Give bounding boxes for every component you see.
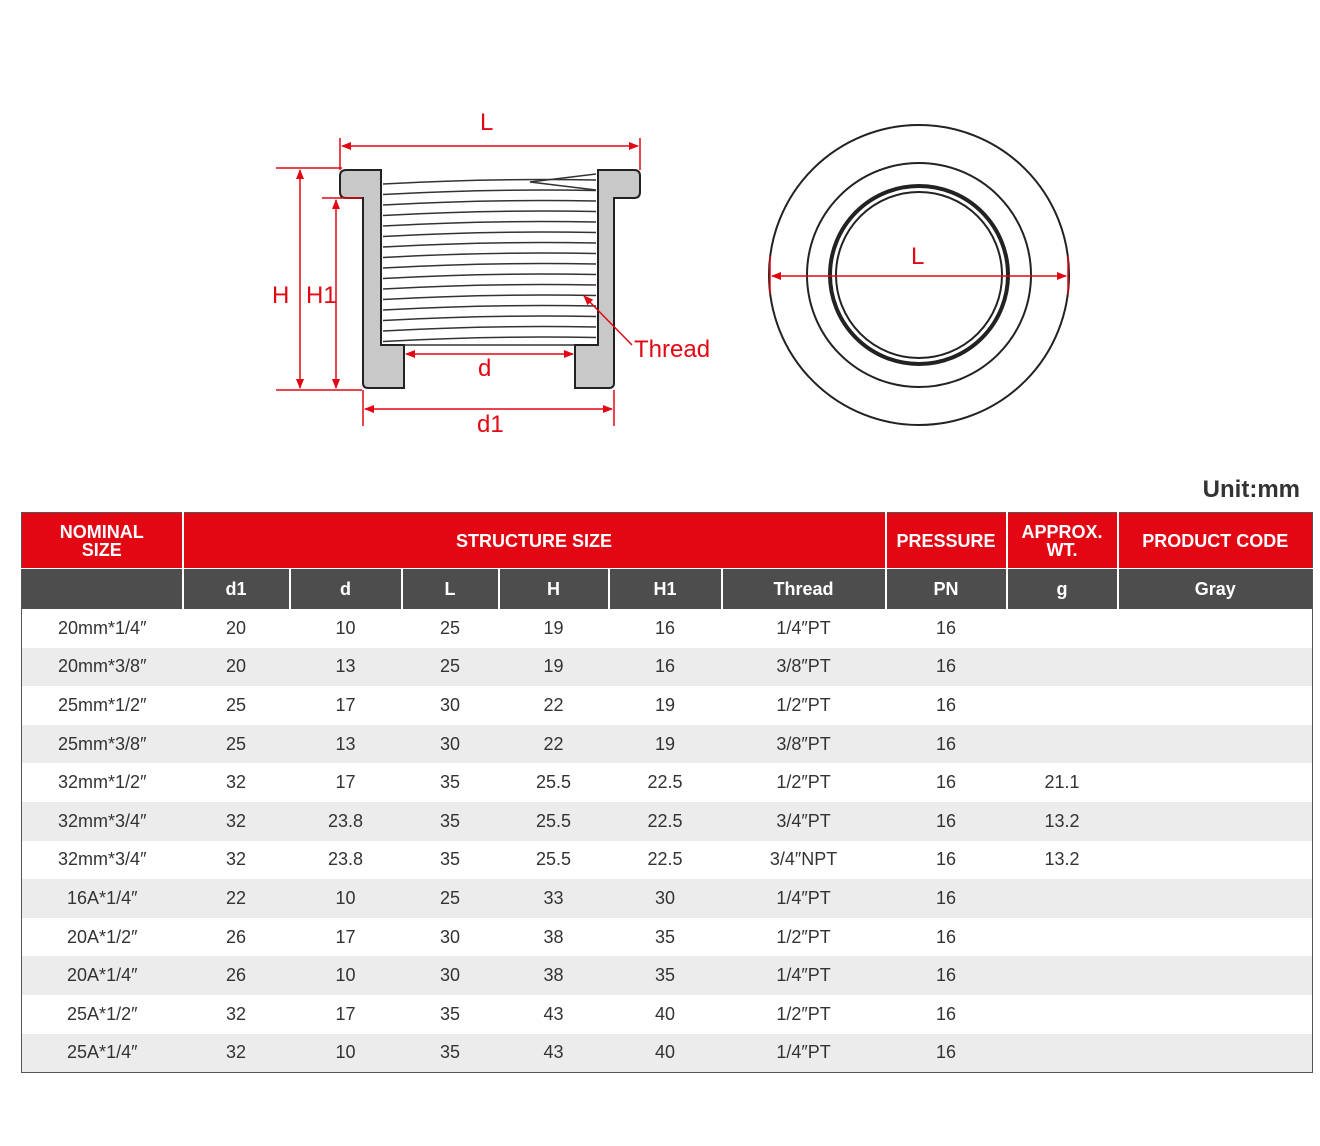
cell-product-code: [1118, 609, 1313, 648]
label-thread: Thread: [634, 336, 711, 363]
cell-pn: 16: [886, 918, 1007, 957]
thread-line: [383, 201, 596, 206]
cell-d1: 20: [183, 609, 290, 648]
cell-thread: 3/8″PT: [722, 725, 886, 764]
table-row: [22, 725, 1313, 764]
cell-H: 38: [499, 918, 609, 957]
cell-weight: [1007, 686, 1118, 725]
cell-thread: 1/4″PT: [722, 1034, 886, 1073]
thread-line: [383, 211, 596, 216]
table-row: [22, 648, 1313, 687]
cell-weight: [1007, 918, 1118, 957]
cell-weight: 13.2: [1007, 802, 1118, 841]
cell-H: 19: [499, 609, 609, 648]
cell-H: 38: [499, 956, 609, 995]
cell-H: 25.5: [499, 841, 609, 880]
cell-L: 35: [402, 841, 499, 880]
header-approx-wt: APPROX. WT.: [1007, 513, 1118, 569]
cell-H1: 30: [609, 879, 722, 918]
thread-line: [383, 264, 596, 269]
cell-product-code: [1118, 918, 1313, 957]
cell-H1: 22.5: [609, 802, 722, 841]
cell-H: 25.5: [499, 802, 609, 841]
cell-H: 33: [499, 879, 609, 918]
table-row: [22, 609, 1313, 648]
cell-nominal-size: 16A*1/4″: [22, 879, 183, 918]
cell-thread: 1/4″PT: [722, 956, 886, 995]
cell-nominal-size: 32mm*3/4″: [22, 841, 183, 880]
cell-nominal-size: 20mm*1/4″: [22, 609, 183, 648]
cell-d: 17: [290, 995, 402, 1034]
table-row: [22, 879, 1313, 918]
cell-weight: [1007, 956, 1118, 995]
cell-H1: 35: [609, 918, 722, 957]
cell-pn: 16: [886, 802, 1007, 841]
thread-line: [383, 337, 596, 342]
label-H: H: [272, 282, 290, 309]
sub-header-H1: H1: [609, 569, 722, 610]
cell-thread: 1/2″PT: [722, 918, 886, 957]
cell-H1: 16: [609, 609, 722, 648]
table-row: [22, 995, 1313, 1034]
spec-table-body: [22, 609, 1313, 1073]
thread-line: [383, 253, 596, 258]
cell-d: 23.8: [290, 802, 402, 841]
cell-pn: 16: [886, 879, 1007, 918]
cell-nominal-size: 25A*1/4″: [22, 1034, 183, 1073]
cell-d1: 26: [183, 956, 290, 995]
label-L-top: L: [480, 109, 494, 136]
cell-L: 30: [402, 956, 499, 995]
cell-pn: 16: [886, 686, 1007, 725]
cell-H1: 22.5: [609, 841, 722, 880]
cell-product-code: [1118, 648, 1313, 687]
thread-line: [383, 180, 596, 185]
cell-d1: 25: [183, 686, 290, 725]
cell-d1: 26: [183, 918, 290, 957]
cell-weight: [1007, 995, 1118, 1034]
cell-weight: [1007, 648, 1118, 687]
cell-nominal-size: 20mm*3/8″: [22, 648, 183, 687]
header-nominal-size: NOMINAL SIZE: [22, 513, 183, 569]
sub-header-pn: PN: [886, 569, 1007, 610]
cell-pn: 16: [886, 995, 1007, 1034]
cell-pn: 16: [886, 725, 1007, 764]
sub-header-row: [22, 569, 1313, 610]
cell-product-code: [1118, 802, 1313, 841]
cell-product-code: [1118, 686, 1313, 725]
header-product-code: PRODUCT CODE: [1118, 513, 1313, 569]
thread-line: [383, 316, 596, 321]
cell-L: 35: [402, 995, 499, 1034]
table-row: [22, 1034, 1313, 1073]
dimension-labels: [272, 109, 710, 438]
sub-header-H: H: [499, 569, 609, 610]
cell-L: 25: [402, 879, 499, 918]
cell-d: 13: [290, 648, 402, 687]
cell-d1: 32: [183, 763, 290, 802]
cell-H1: 22.5: [609, 763, 722, 802]
thread-line: [383, 190, 596, 195]
header-structure-size: STRUCTURE SIZE: [183, 513, 886, 569]
table-row: [22, 918, 1313, 957]
cell-H1: 40: [609, 995, 722, 1034]
cell-H: 43: [499, 995, 609, 1034]
thread-line: [383, 285, 596, 290]
cell-weight: 21.1: [1007, 763, 1118, 802]
sub-header-d: d: [290, 569, 402, 610]
label-L-circle: L: [911, 243, 925, 270]
cell-d1: 32: [183, 841, 290, 880]
cell-product-code: [1118, 725, 1313, 764]
cell-H1: 40: [609, 1034, 722, 1073]
cell-L: 25: [402, 609, 499, 648]
table-row: [22, 841, 1313, 880]
thread-lines: [383, 174, 596, 342]
cell-nominal-size: 25A*1/2″: [22, 995, 183, 1034]
table-row: [22, 956, 1313, 995]
top-view: [769, 125, 1069, 425]
cell-d: 17: [290, 763, 402, 802]
cell-d1: 25: [183, 725, 290, 764]
cell-nominal-size: 25mm*1/2″: [22, 686, 183, 725]
cell-thread: 1/2″PT: [722, 763, 886, 802]
thread-line: [383, 222, 596, 227]
cell-thread: 1/2″PT: [722, 995, 886, 1034]
cell-weight: [1007, 1034, 1118, 1073]
cell-d: 23.8: [290, 841, 402, 880]
cell-d: 17: [290, 918, 402, 957]
label-H1: H1: [306, 282, 337, 309]
thread-tip: [530, 174, 596, 190]
cell-pn: 16: [886, 1034, 1007, 1073]
cell-d1: 32: [183, 995, 290, 1034]
cell-product-code: [1118, 763, 1313, 802]
spec-table: [21, 512, 1313, 1073]
cell-d: 10: [290, 1034, 402, 1073]
cell-pn: 16: [886, 956, 1007, 995]
cell-d1: 32: [183, 1034, 290, 1073]
cell-thread: 3/8″PT: [722, 648, 886, 687]
cell-thread: 1/2″PT: [722, 686, 886, 725]
cell-H1: 19: [609, 686, 722, 725]
thread-line: [383, 274, 596, 279]
cell-H: 22: [499, 686, 609, 725]
cell-L: 30: [402, 725, 499, 764]
cell-L: 35: [402, 1034, 499, 1073]
table-row: [22, 686, 1313, 725]
sub-header-gray: Gray: [1118, 569, 1313, 610]
thread-line: [383, 232, 596, 237]
cell-product-code: [1118, 956, 1313, 995]
cell-d: 10: [290, 879, 402, 918]
cell-H1: 16: [609, 648, 722, 687]
cell-d: 13: [290, 725, 402, 764]
group-header-row: [22, 513, 1313, 569]
cell-L: 35: [402, 763, 499, 802]
sub-header-d1: d1: [183, 569, 290, 610]
cell-weight: [1007, 725, 1118, 764]
cell-H: 43: [499, 1034, 609, 1073]
cell-product-code: [1118, 841, 1313, 880]
cell-pn: 16: [886, 841, 1007, 880]
cell-product-code: [1118, 879, 1313, 918]
cell-nominal-size: 32mm*1/2″: [22, 763, 183, 802]
label-d: d: [478, 355, 492, 382]
cell-d: 10: [290, 956, 402, 995]
technical-drawing: [0, 0, 1320, 470]
cell-weight: [1007, 609, 1118, 648]
cell-nominal-size: 20A*1/2″: [22, 918, 183, 957]
cell-L: 30: [402, 918, 499, 957]
cell-L: 25: [402, 648, 499, 687]
cell-weight: [1007, 879, 1118, 918]
cell-nominal-size: 25mm*3/8″: [22, 725, 183, 764]
cell-L: 30: [402, 686, 499, 725]
cell-pn: 16: [886, 609, 1007, 648]
cell-H1: 35: [609, 956, 722, 995]
unit-label: Unit:mm: [1202, 476, 1300, 503]
cell-H: 22: [499, 725, 609, 764]
cell-nominal-size: 20A*1/4″: [22, 956, 183, 995]
sub-header-g: g: [1007, 569, 1118, 610]
thread-line: [383, 243, 596, 248]
cell-d1: 20: [183, 648, 290, 687]
cell-pn: 16: [886, 763, 1007, 802]
cell-product-code: [1118, 995, 1313, 1034]
cell-d: 10: [290, 609, 402, 648]
table-row: [22, 763, 1313, 802]
thread-line: [383, 306, 596, 311]
table-row: [22, 802, 1313, 841]
cell-H: 25.5: [499, 763, 609, 802]
label-d1: d1: [477, 411, 504, 438]
cell-H: 19: [499, 648, 609, 687]
cell-d: 17: [290, 686, 402, 725]
cell-L: 35: [402, 802, 499, 841]
thread-line: [383, 295, 596, 300]
cell-thread: 1/4″PT: [722, 609, 886, 648]
cell-weight: 13.2: [1007, 841, 1118, 880]
thread-line: [383, 327, 596, 332]
cell-pn: 16: [886, 648, 1007, 687]
sub-header-L: L: [402, 569, 499, 610]
cell-thread: 3/4″PT: [722, 802, 886, 841]
cell-H1: 19: [609, 725, 722, 764]
sub-header-thread: Thread: [722, 569, 886, 610]
cell-d1: 22: [183, 879, 290, 918]
cell-thread: 3/4″NPT: [722, 841, 886, 880]
header-pressure: PRESSURE: [886, 513, 1007, 569]
cell-d1: 32: [183, 802, 290, 841]
cell-product-code: [1118, 1034, 1313, 1073]
sub-header-blank: [22, 569, 183, 610]
cell-thread: 1/4″PT: [722, 879, 886, 918]
cell-nominal-size: 32mm*3/4″: [22, 802, 183, 841]
